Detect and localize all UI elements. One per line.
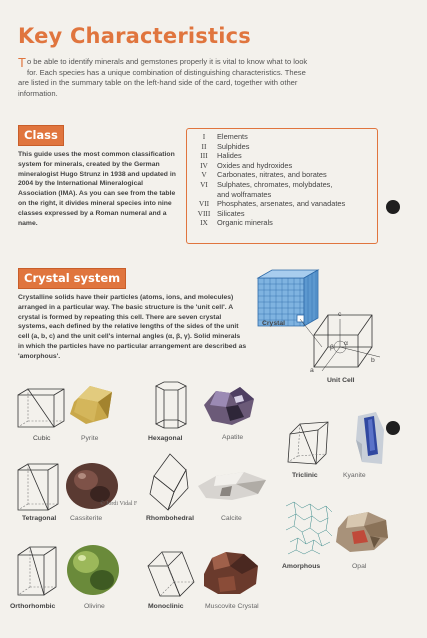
class-name: Phosphates, arsenates, and vanadates bbox=[217, 199, 346, 209]
axis-a-label: a bbox=[310, 367, 314, 374]
class-numeral: IV bbox=[200, 160, 208, 170]
pyrite-label: Pyrite bbox=[81, 435, 99, 442]
monoclinic-diagram bbox=[146, 550, 196, 598]
cubic-label: Cubic bbox=[33, 435, 51, 442]
apatite-photo bbox=[200, 383, 258, 429]
crystal-system-description: Crystalline solids have their particles (atoms, ions, and molecules) arranged in a particular way. The basic structure is the 'unit cell'. A crystal is formed by repeating this cell. There are seven crystal systems, each defined by the relative lengths of the sides of the unit cell (a, b, c) and the unit cell's internal angles (α, β, γ). Solid minerals in which the particles have no particular arrangement are described as 'amorphous'. bbox=[18, 294, 247, 360]
axis-c-label: c bbox=[338, 311, 342, 318]
amorphous-diagram bbox=[284, 500, 334, 556]
opal-label: Opal bbox=[352, 563, 367, 570]
opal-photo bbox=[334, 510, 390, 554]
cassiterite-label: Cassiterite bbox=[70, 515, 103, 522]
calcite-label: Calcite bbox=[221, 515, 242, 522]
class-row bbox=[191, 132, 373, 142]
class-row bbox=[191, 170, 373, 180]
triclinic-label: Triclinic bbox=[292, 472, 318, 479]
class-name: Elements bbox=[217, 132, 248, 141]
class-description: This guide uses the most common classification system for minerals, created by the German mineralogist Hugo Strunz in 1938 and updated in 2004 by the International Mineralogical Association (IMA). As you can see from the table on the right, it divides mineral species into nine classes expressed by a Roman numeral and a name. bbox=[18, 151, 176, 227]
class-row bbox=[191, 151, 373, 161]
class-row bbox=[191, 142, 373, 152]
class-numeral: V bbox=[201, 170, 207, 180]
crystal-label: Crystal bbox=[262, 320, 286, 327]
hexagonal-label: Hexagonal bbox=[148, 435, 183, 442]
class-name: Oxides and hydroxides bbox=[217, 160, 293, 170]
rhombohedral-diagram bbox=[148, 452, 192, 512]
crystal-system-heading: Crystal system bbox=[18, 268, 126, 289]
hole-punch-bottom bbox=[386, 421, 400, 435]
class-name: Sulphates, chromates, molybdates, bbox=[217, 179, 333, 189]
class-name: Carbonates, nitrates, and borates bbox=[217, 170, 327, 180]
class-table bbox=[186, 128, 378, 244]
class-name: Halides bbox=[217, 151, 242, 161]
hole-punch-top bbox=[386, 200, 400, 214]
class-row bbox=[191, 199, 373, 209]
class-name: Organic minerals bbox=[217, 218, 273, 228]
class-numeral: III bbox=[200, 151, 208, 161]
class-numeral: VI bbox=[200, 179, 208, 189]
apatite-label: Apatite bbox=[222, 434, 244, 441]
class-name: and wolframates bbox=[217, 189, 272, 199]
monoclinic-label: Monoclinic bbox=[148, 603, 184, 610]
class-row bbox=[191, 161, 373, 171]
orthorhombic-label: Orthorhombic bbox=[10, 603, 56, 610]
class-numeral: IX bbox=[200, 218, 208, 228]
muscovite-label: Muscovite Crystal bbox=[205, 603, 259, 610]
kyanite-photo bbox=[354, 410, 388, 466]
class-numeral: I bbox=[202, 132, 206, 141]
pyrite-photo bbox=[68, 382, 116, 428]
class-numeral: VII bbox=[198, 199, 210, 209]
tetragonal-diagram bbox=[16, 462, 60, 512]
photo-credit: © Jordi Vidal F bbox=[100, 501, 138, 507]
class-name: Silicates bbox=[217, 208, 245, 218]
tetragonal-label: Tetragonal bbox=[22, 515, 57, 522]
axis-b-label: b bbox=[371, 357, 375, 364]
intro-dropcap: T bbox=[18, 55, 26, 70]
class-numeral: VIII bbox=[197, 208, 211, 218]
page-title: Key Characteristics bbox=[18, 24, 251, 48]
amorphous-label: Amorphous bbox=[282, 563, 321, 570]
class-numeral bbox=[191, 190, 217, 200]
class-row bbox=[191, 190, 373, 200]
orthorhombic-diagram bbox=[16, 545, 60, 597]
rhombohedral-label: Rhombohedral bbox=[146, 515, 194, 522]
angle-alpha-label: α bbox=[344, 340, 348, 347]
cubic-diagram bbox=[16, 387, 66, 429]
olivine-label: Olivine bbox=[84, 603, 105, 610]
triclinic-diagram bbox=[288, 422, 332, 466]
intro-text: o be able to identify minerals and gemstones properly it is vital to know what to look for. Each species has a unique combination of distinguishing characteristics. These are listed in the summary table on the left-hand side of the card, together with other information. bbox=[18, 57, 308, 98]
class-numeral: II bbox=[201, 141, 207, 151]
kyanite-label: Kyanite bbox=[343, 472, 366, 479]
olivine-photo bbox=[64, 540, 122, 598]
class-name: Sulphides bbox=[217, 141, 250, 151]
class-row bbox=[191, 209, 373, 219]
class-row bbox=[191, 180, 373, 190]
angle-beta-label: β bbox=[330, 344, 334, 351]
muscovite-photo bbox=[200, 548, 262, 598]
calcite-photo bbox=[196, 470, 268, 502]
class-heading: Class bbox=[18, 125, 64, 146]
unit-cell-label: Unit Cell bbox=[327, 377, 355, 384]
intro-paragraph bbox=[18, 57, 318, 99]
hexagonal-diagram bbox=[150, 380, 190, 432]
class-row bbox=[191, 218, 373, 228]
